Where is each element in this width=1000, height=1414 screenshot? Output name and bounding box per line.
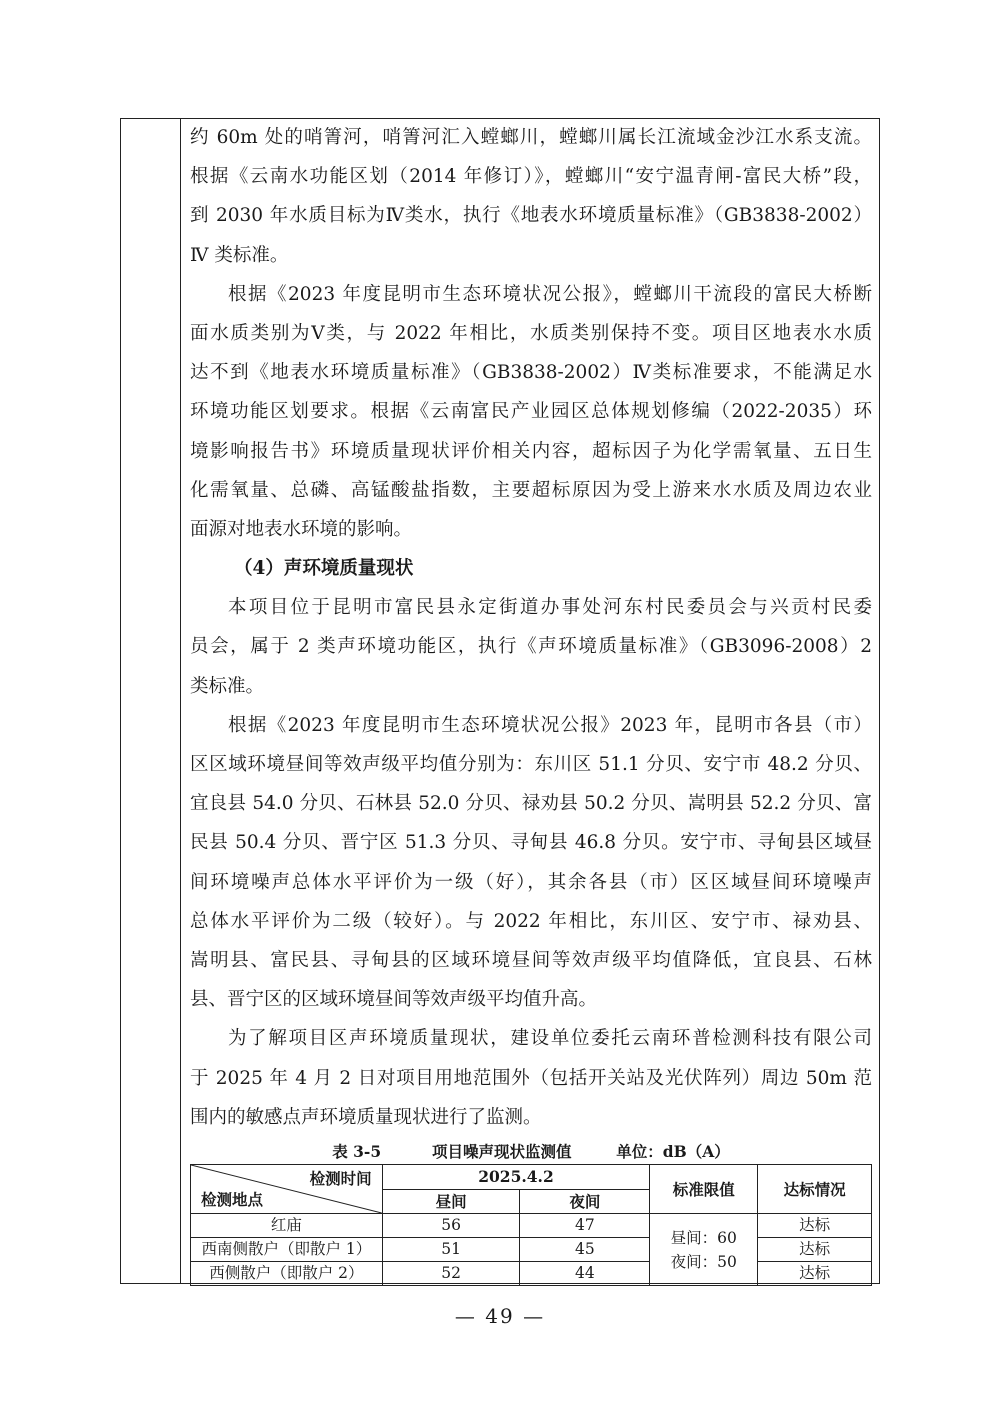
text-line: 员会，属于 2 类声环境功能区，执行《声环境质量标准》（GB3096-2008）2: [190, 636, 872, 658]
paragraph-noise-bulletin: [190, 706, 872, 1020]
cell-place: 西南侧散户（即散户 1）: [191, 1238, 383, 1262]
text-line: 为了解项目区声环境质量现状，建设单位委托云南环普检测科技有限公司: [228, 1028, 872, 1050]
header-day: 昼间: [382, 1189, 520, 1214]
cell-status: 达标: [758, 1238, 872, 1262]
limit-night: 夜间：50: [670, 1252, 737, 1271]
left-column-divider: [180, 118, 181, 1284]
text-line: 于 2025 年 4 月 2 日对项目用地范围外（包括开关站及光伏阵列）周边 50m 范: [190, 1067, 872, 1089]
diagonal-header-cell: [191, 1165, 383, 1214]
text-line: 达不到《地表水环境质量标准》（GB3838-2002）Ⅳ类标准要求，不能满足水: [190, 362, 872, 384]
text-line: 境影响报告书》环境质量现状评价相关内容，超标因子为化学需氧量、五日生: [190, 440, 872, 462]
page-number: — 49 —: [454, 1304, 546, 1328]
header-time: 检测时间: [309, 1169, 372, 1188]
text-line: 间环境噪声总体水平评价为一级（好），其余各县（市）区区域昼间环境噪声: [190, 871, 872, 893]
text-line: 环境功能区划要求。根据《云南富民产业园区总体规划修编（2022-2035）环: [190, 401, 872, 423]
table-caption-unit: 单位：dB（A）: [616, 1142, 730, 1161]
cell-limit: [650, 1214, 758, 1286]
limit-day: 昼间：60: [670, 1228, 737, 1247]
text-line: 根据《2023 年度昆明市生态环境状况公报》2023 年，昆明市各县（市）: [228, 714, 872, 736]
cell-day: 51: [382, 1238, 520, 1262]
cell-place: 西侧散户（即散户 2）: [191, 1262, 383, 1286]
table-row: [191, 1214, 872, 1238]
header-date: 2025.4.2: [382, 1165, 650, 1190]
table-row: [191, 1262, 872, 1286]
header-place: 检测地点: [201, 1190, 264, 1209]
text-line: 区区域环境昼间等效声级平均值分别为：东川区 51.1 分贝、安宁市 48.2 分贝、: [190, 754, 872, 775]
table-caption: [190, 1140, 872, 1164]
noise-monitoring-table: [190, 1164, 872, 1286]
paragraph-water-function: [190, 118, 872, 275]
cell-place: 红庙: [191, 1214, 383, 1238]
cell-night: 45: [520, 1238, 650, 1262]
text-line: 宜良县 54.0 分贝、石林县 52.0 分贝、禄劝县 50.2 分贝、嵩明县 52.2 分贝、富: [190, 793, 872, 815]
cell-day: 56: [382, 1214, 520, 1238]
cell-night: 47: [520, 1214, 650, 1238]
header-night: 夜间: [520, 1189, 650, 1214]
cell-night: 44: [520, 1262, 650, 1286]
table-header-row: [191, 1165, 872, 1190]
text-line: 县、晋宁区的区域环境昼间等效声级平均值升高。: [190, 989, 598, 1011]
text-line: 根据《2023 年度昆明市生态环境状况公报》，螳螂川干流段的富民大桥断: [228, 283, 872, 305]
cell-day: 52: [382, 1262, 520, 1286]
text-line: 民县 50.4 分贝、晋宁区 51.3 分贝、寻甸县 46.8 分贝。安宁市、寻甸县区域昼: [190, 832, 872, 854]
text-line: 围内的敏感点声环境质量现状进行了监测。: [190, 1106, 542, 1128]
text-line: 根据《云南水功能区划（2014 年修订）》，螳螂川“安宁温青闸-富民大桥”段，: [190, 166, 872, 188]
cell-status: 达标: [758, 1262, 872, 1286]
paragraph-project-location: [190, 588, 872, 706]
header-limit: 标准限值: [650, 1165, 758, 1214]
text-line: 面源对地表水环境的影响。: [190, 518, 413, 540]
text-line: Ⅳ 类标准。: [190, 244, 289, 266]
text-line: 总体水平评价为二级（较好）。与 2022 年相比，东川区、安宁市、禄劝县、: [190, 910, 872, 932]
text-line: 约 60m 处的哨箐河，哨箐河汇入螳螂川，螳螂川属长江流域金沙江水系支流。: [190, 127, 872, 148]
text-line: 到 2030 年水质目标为Ⅳ类水，执行《地表水环境质量标准》（GB3838-2002）: [190, 205, 872, 227]
cell-status: 达标: [758, 1214, 872, 1238]
paragraph-monitoring: [190, 1019, 872, 1137]
text-line: 面水质类别为Ⅴ类，与 2022 年相比，水质类别保持不变。项目区地表水水质: [190, 322, 872, 344]
text-line: 嵩明县、富民县、寻甸县的区域环境昼间等效声级平均值降低，宜良县、石林: [190, 949, 872, 971]
table-caption-title: 项目噪声现状监测值: [431, 1142, 572, 1161]
section-heading: （4）声环境质量现状: [234, 558, 414, 580]
table-row: [191, 1238, 872, 1262]
table-caption-number: 表 3-5: [332, 1142, 382, 1161]
text-line: 化需氧量、总磷、高锰酸盐指数，主要超标原因为受上游来水水质及周边农业: [190, 479, 872, 501]
text-line: 类标准。: [190, 675, 265, 697]
text-line: 本项目位于昆明市富民县永定街道办事处河东村民委员会与兴贡村民委: [228, 597, 872, 619]
header-status: 达标情况: [758, 1165, 872, 1214]
paragraph-water-quality: [190, 275, 872, 549]
body-text: [190, 118, 872, 1137]
